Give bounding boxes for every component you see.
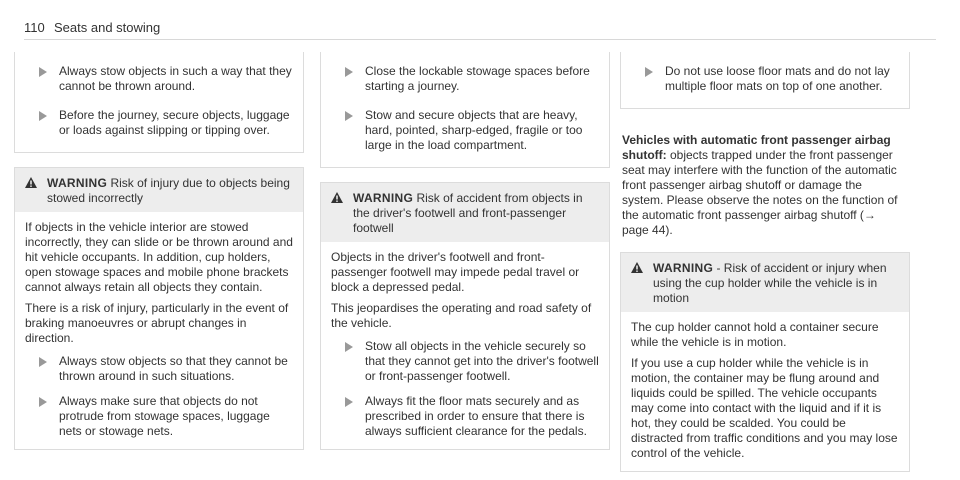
warning-box [620, 252, 910, 472]
warning-paragraph: Objects in the driver's footwell and front-passenger footwell may impede pedal travel or block a depressed pedal. [331, 250, 580, 294]
instruction-box [14, 52, 304, 153]
section-title: Seats and stowing [54, 20, 161, 35]
page-number: 110 [24, 20, 45, 35]
warning-box [320, 182, 610, 450]
list-item: Always stow objects so that they cannot be thrown around in such situations. [25, 354, 293, 384]
arrow-bullet-icon [39, 357, 47, 367]
warning-body [15, 212, 303, 449]
warning-header [321, 183, 609, 242]
warning-triangle-icon [25, 177, 37, 188]
warning-title: Risk of injury due to objects being stowed incorrectly [47, 176, 290, 205]
warning-label: WARNING [47, 176, 108, 190]
warning-header [15, 168, 303, 212]
list-item: Stow all objects in the vehicle securely so that they cannot get into the driver's footwell or front-passenger footwell. [331, 339, 599, 384]
warning-header [621, 253, 909, 312]
warning-box [14, 167, 304, 450]
list-item: Always fit the floor mats securely and as prescribed in order to ensure that there is always sufficient clearance for the pedals. [331, 394, 599, 439]
warning-paragraph: If objects in the vehicle interior are stowed incorrectly, they can slide or be thrown around and hit vehicle occupants. In addition, cup holders, open stowage spaces and mobile phone brackets cannot always retain all objects they contain. [25, 220, 293, 294]
warning-paragraph: This jeopardises the operating and road safety of the vehicle. [331, 301, 592, 330]
airbag-note: Vehicles with automatic front passenger airbag shutoff: objects trapped under the front passenger seat may interfere with the function of the automatic front passenger airbag shutoff or damage the system. Please observe the notes on the function of the automatic front passenger airbag shutoff (→ page 44). [622, 133, 898, 237]
warning-paragraph: The cup holder cannot hold a container secure while the vehicle is in motion. [631, 320, 879, 349]
list-item: Always make sure that objects do not protrude from stowage spaces, luggage nets or stowage nets. [25, 394, 293, 439]
list-item: Stow and secure objects that are heavy, hard, pointed, sharp-edged, fragile or too large in the load compartment. [331, 108, 599, 153]
arrow-bullet-icon [345, 111, 353, 121]
warning-paragraph: If you use a cup holder while the vehicle is in motion, the container may be flung around and liquids could be spilled. The vehicle occupants may come into contact with the liquid and if it is hot, they could be scalded. You could be distracted from traffic conditions and you may lose control of the vehicle. [631, 356, 898, 460]
arrow-bullet-icon [345, 397, 353, 407]
warning-triangle-icon [331, 192, 343, 203]
warning-label: WARNING [653, 261, 714, 275]
page-reference-link[interactable]: page 44). [622, 223, 673, 237]
instruction-box [620, 52, 910, 109]
page-header [24, 18, 936, 40]
arrow-bullet-icon [39, 397, 47, 407]
column-1 [14, 52, 304, 450]
warning-paragraph: There is a risk of injury, particularly in the event of braking manoeuvres or abrupt changes in direction. [25, 301, 289, 345]
column-3 [620, 52, 910, 472]
list-item: Do not use loose floor mats and do not lay multiple floor mats on top of one another. [631, 64, 899, 94]
warning-body [321, 242, 609, 449]
warning-body [621, 312, 909, 471]
arrow-bullet-icon [345, 342, 353, 352]
arrow-bullet-icon [39, 111, 47, 121]
page-link-arrow-icon: → [863, 208, 876, 222]
column-2 [320, 52, 610, 450]
warning-title: Risk of accident from objects in the driver's footwell and front-passenger footwell [353, 191, 583, 235]
list-item: Always stow objects in such a way that they cannot be thrown around. [25, 64, 293, 94]
warning-triangle-icon [631, 262, 643, 273]
arrow-bullet-icon [345, 67, 353, 77]
airbag-heading: Vehicles with automatic front passenger airbag shutoff: [622, 133, 891, 162]
warning-title: - Risk of accident or injury when using the cup holder while the vehicle is in motion [653, 261, 887, 305]
warning-label: WARNING [353, 191, 414, 205]
list-item: Before the journey, secure objects, luggage or loads against slipping or tipping over. [25, 108, 293, 138]
arrow-bullet-icon [39, 67, 47, 77]
arrow-bullet-icon [645, 67, 653, 77]
list-item: Close the lockable stowage spaces before starting a journey. [331, 64, 599, 94]
instruction-box [320, 52, 610, 168]
